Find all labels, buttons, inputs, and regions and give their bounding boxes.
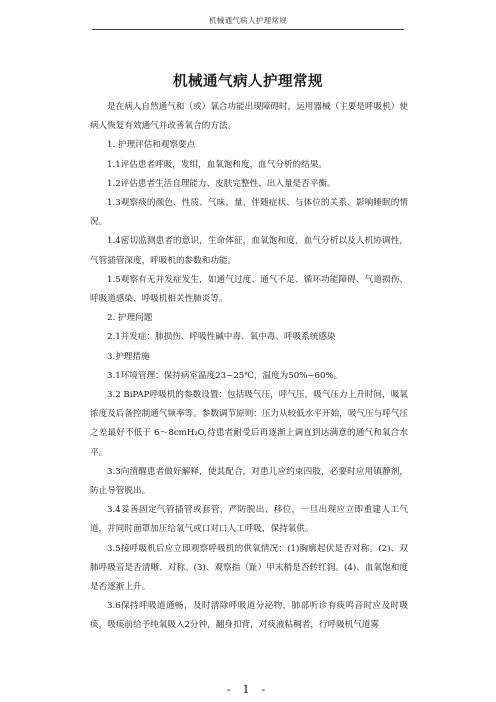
body-paragraph: 1.2评估患者生活自理能力、皮肤完整性、出入量是否平衡。 — [107, 178, 336, 189]
document-title: 机械通气病人护理常规 — [173, 73, 323, 90]
section-heading: 2. 护理问题 — [107, 313, 153, 324]
body-paragraph: 3.5接呼吸机后应立即观察呼吸机的供氧情况：(1)胸廓起伏是否对称。(2)、双肺呼吸音是否清晰、对称。(3)、观察指（趾）甲末梢是否转红润。(4)、血氧饱和度是否逐渐上升。 — [90, 543, 408, 593]
body-paragraph: 3.1环境管理：保持病室温度23~25℃，温度为50%~60%。 — [107, 370, 343, 381]
body-paragraph: 2.1并发症：肺损伤、呼吸性碱中毒、氧中毒、呼吸系统感染 — [107, 332, 336, 343]
header-title: 机械通气病人护理常规 — [209, 16, 287, 25]
body-paragraph: 3.6保持呼吸道通畅，及时清除呼吸道分泌物，肺部听诊有痰鸣音时应及时吸痰，吸痰前给予纯氧吸入2分钟，翻身扣背，对痰液粘稠者，行呼吸机气道雾 — [90, 601, 408, 631]
body-paragraph: 1.5观察有无并发症发生，如通气过度、通气不足、循环功能障碍、气道损伤、呼吸道感染、呼吸机相关性肺炎等。 — [90, 274, 408, 305]
document-body — [90, 98, 408, 636]
intro-paragraph: 是在病人自然通气和（或）氧合功能出现障碍时，运用器械（主要是呼吸机）使病人恢复有效通气并改善氧合的方法。 — [90, 102, 408, 132]
body-paragraph: 1.4密切监测患者的意识，生命体征，血氧饱和度，血气分析以及人机协调性，气管插管深度，呼吸机的参数和功能。 — [90, 236, 408, 266]
section-heading: 1. 护理评估和观察要点 — [107, 140, 196, 151]
body-paragraph: 3.2 BiPAP呼吸机的参数设置：包括吸气压，呼气压，吸气压力上升时间，吸氧浓度及后备控制通气频率等。参数调节原则：压力从较低水平开始，吸气压与呼气压之差最好不低于 6～8cmH₂O,待患者耐受后再逐渐上调直到达满意的通气和氧合水平。 — [90, 390, 408, 458]
section-heading: 3.护理措施 — [107, 351, 150, 362]
body-paragraph: 1.1评估患者呼吸，发绀，血氧饱和度，血气分析的结果。 — [107, 159, 327, 170]
body-paragraph: 3.3向清醒患者做好解释，使其配合，对患儿应约束四肢，必要时应用镇静剂，防止导管脱出。 — [90, 466, 408, 497]
page-number: - 1 - — [226, 682, 270, 696]
header-rule — [92, 29, 404, 30]
body-paragraph: 3.4妥善固定气管插管或套管，严防脱出、移位，一旦出现应立即重建人工气道，并同时面罩加压给氧气或口对口人工呼吸，保持氧供。 — [90, 505, 408, 535]
body-paragraph: 1.3观察痰的颜色、性质、气味、量、伴随症状、与体位的关系、影响睡眠的情况。 — [90, 198, 408, 228]
